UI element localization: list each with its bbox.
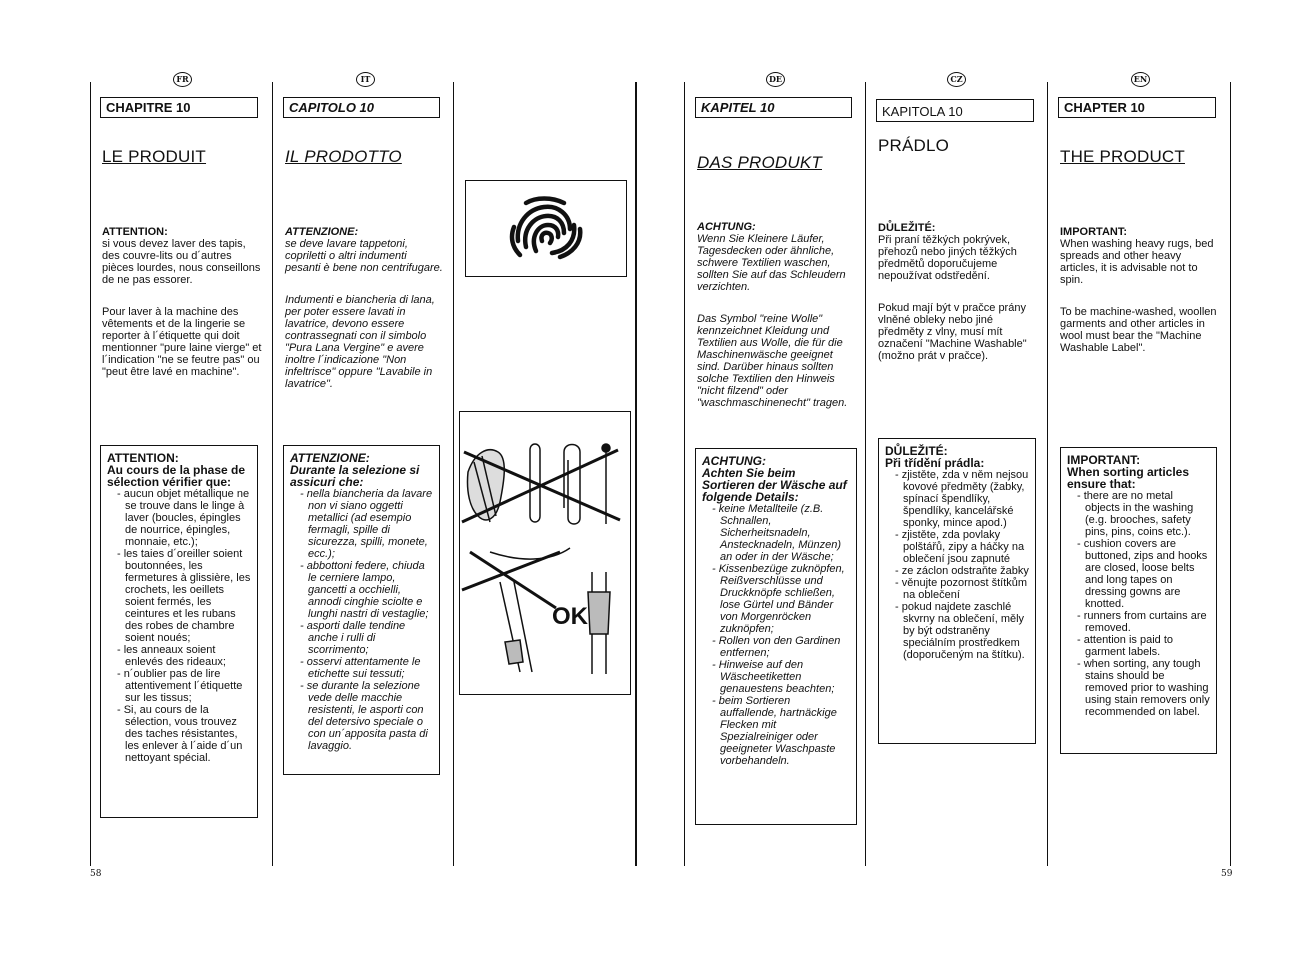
sorting-list <box>702 503 850 767</box>
chapter-heading-fr: CHAPITRE 10 <box>100 97 258 118</box>
wool-paragraph: Pour laver à la machine des vêtements et de la lingerie se reporter à l´étiquette qui doit mentionner "pure laine vierge" et l´indication "ne se feutre pas" ou "peut être lavé en machine". <box>102 306 262 378</box>
list-item: - les taies d´oreiller soient boutonnées, les fermetures à glissière, les crochets, les oeillets soient fermés, les ceintures et les rubans des robes de chambre soient noués; <box>117 548 251 644</box>
section-title-it: IL PRODOTTO <box>285 147 402 166</box>
column-rule <box>865 82 866 866</box>
column-rule <box>684 82 685 866</box>
attention-label: IMPORTANT: <box>1060 226 1128 238</box>
list-item: - pokud najdete zaschlé skvrny na oblečení, měly by být odstraněny speciálním prostředkem (doporučeným na štítku). <box>895 601 1025 661</box>
attention-text-de <box>697 221 858 409</box>
language-badge-it: IT <box>356 72 375 87</box>
page-gutter-rule <box>635 82 637 866</box>
list-item: - ze záclon odstraňte žabky <box>895 565 1029 577</box>
column-rule <box>1047 82 1048 866</box>
page-number-right: 59 <box>1221 869 1233 879</box>
column-rule <box>453 82 454 866</box>
language-badge-cz: CZ <box>947 72 966 87</box>
sorting-heading: DŮLEŽITÉ: Při třídění prádla: <box>885 444 985 470</box>
list-item: - osservi attentamente le etichette sui tessuti; <box>300 656 421 680</box>
sorting-box-fr <box>100 445 258 818</box>
language-badge-de: DE <box>766 72 785 87</box>
language-badge-en: EN <box>1131 72 1150 87</box>
sorting-illustration <box>459 411 631 695</box>
list-item: - les anneaux soient enlevés des rideaux; <box>117 644 226 668</box>
list-item: - n´oublier pas de lire attentivement l´étiquette sur les tissus; <box>117 668 243 704</box>
list-item: - attention is paid to garment labels. <box>1077 634 1174 658</box>
list-item: - zjistěte, zda v něm nejsou kovové předměty (žabky, spínací špendlíky, špendlíky, kancelářské sponky, mince apod.) <box>895 469 1029 529</box>
wool-paragraph: Indumenti e biancheria di lana, per poter essere lavati in lavatrice, devono essere contrassegnati con il simbolo "Pura Lana Vergine" e avere inoltre l´indicazione "Non infeltrisce" oppure "Lavabile in lavatrice". <box>285 294 435 390</box>
sorting-heading: ATTENTION: Au cours de la phase de sélection vérifier que: <box>107 451 246 489</box>
list-item: - se durante la selezione vede delle macchie resistenti, le asporti con del detersivo speciale o con un´apposita pasta di lavaggio. <box>300 680 428 752</box>
attention-body: Wenn Sie Kleinere Läufer, Tagesdecken oder ähnliche, schwere Textilien waschen, sollten Sie auf das Schleudern verzichten. <box>697 233 846 293</box>
wool-paragraph: Das Symbol "reine Wolle" kennzeichnet Kleidung und Textilien aus Wolle, die für die Maschinenwäsche geeignet sind. Darüber hinaus sollten solche Textilien den Hinweis "nicht filzend" oder "waschmaschinenecht" tragen. <box>697 313 848 409</box>
attention-label: ACHTUNG: <box>697 221 756 233</box>
wool-paragraph: Pokud mají být v pračce prány vlněné obleky nebo jiné předměty z vlny, musí mít označení "Machine Washable" (možno prát v pračce). <box>878 302 1027 362</box>
list-item: - aucun objet métallique ne se trouve dans le linge à laver (boucles, épingles de nourrice, épingles, monnaie, etc.); <box>117 488 250 548</box>
wool-symbol-image <box>465 180 627 277</box>
attention-text-cz <box>878 222 1040 362</box>
language-badge-fr: FR <box>173 72 192 87</box>
page-number-left: 58 <box>90 869 102 879</box>
column-rule <box>1230 82 1231 866</box>
sorting-list <box>885 469 1029 661</box>
sorting-heading: ACHTUNG: Achten Sie beim Sortieren der Wäsche auf folgende Details: <box>702 454 847 504</box>
sorting-box-de <box>695 448 857 825</box>
sorting-box-it <box>283 445 440 775</box>
sorting-box-cz <box>878 438 1036 744</box>
ok-label: OK <box>552 603 588 630</box>
sorting-list <box>290 488 433 752</box>
column-rule <box>90 82 91 866</box>
list-item: - abbottoni federe, chiuda le cerniere lampo, gancetti a occhielli, annodi cinghie sciolte e lunghi nastri di vestaglie; <box>300 560 429 620</box>
list-item: - there are no metal objects in the washing (e.g. brooches, safety pins, pins, coins etc.). <box>1077 490 1194 538</box>
section-title-cz: PRÁDLO <box>878 136 950 155</box>
section-title-fr: LE PRODUIT <box>102 147 207 166</box>
chapter-heading-de: KAPITEL 10 <box>695 97 852 118</box>
column-rule <box>272 82 273 866</box>
list-item: - keine Metallteile (z.B. Schnallen, Sicherheitsnadeln, Anstecknadeln, Münzen) an oder in der Wäsche; <box>712 503 842 563</box>
wool-paragraph: To be machine-washed, woollen garments and other articles in wool must bear the "Machine Washable Label". <box>1060 306 1217 354</box>
list-item: - asporti dalle tendine anche i rulli di scorrimento; <box>300 620 406 656</box>
list-item: - runners from curtains are removed. <box>1077 610 1207 634</box>
attention-text-it <box>285 226 443 390</box>
chapter-heading-cz: KAPITOLA 10 <box>876 99 1034 122</box>
section-title-de: DAS PRODUKT <box>697 153 822 172</box>
chapter-heading-en: CHAPTER 10 <box>1058 97 1216 118</box>
sorting-drawing <box>460 412 630 694</box>
sorting-list <box>107 488 251 764</box>
woolmark-icon <box>466 181 626 276</box>
attention-body: si vous devez laver des tapis, des couvre-lits ou d´autres pièces lourdes, nous conseillons de ne pas essorer. <box>102 238 261 286</box>
attention-body: se deve lavare tappetoni, copriletti o altri indumenti pesanti è bene non centrifugare. <box>285 238 443 274</box>
list-item: - Kissenbezüge zuknöpfen, Reißverschlüsse und Druckknöpfe schließen, lose Gürtel und Bänder von Morgenröcken zuknöpfen; <box>712 563 845 635</box>
sorting-heading: ATTENZIONE: Durante la selezione si assicuri che: <box>290 451 420 489</box>
attention-label: DŮLEŽITÉ: <box>878 222 936 234</box>
attention-label: ATTENTION: <box>102 226 168 238</box>
list-item: - when sorting, any tough stains should be removed prior to washing using stain removers only recommended on label. <box>1077 658 1210 718</box>
sorting-list <box>1067 490 1210 718</box>
sorting-heading: IMPORTANT: When sorting articles ensure that: <box>1067 453 1190 491</box>
list-item: - zjistěte, zda povlaky polštářů, zipy a háčky na oblečení jsou zapnuté <box>895 529 1025 565</box>
list-item: - věnujte pozornost štítkům na oblečení <box>895 577 1028 601</box>
list-item: - Hinweise auf den Wäscheetiketten genauestens beachten; <box>712 659 835 695</box>
list-item: - Si, au cours de la sélection, vous trouvez des taches résistantes, les enlever à l´aide d´un nettoyant spécial. <box>117 704 243 764</box>
attention-text-fr <box>102 226 262 378</box>
attention-text-en <box>1060 226 1222 354</box>
attention-label: ATTENZIONE: <box>285 226 359 238</box>
section-title-en: THE PRODUCT <box>1060 147 1185 166</box>
list-item: - nella biancheria da lavare non vi siano oggetti metallici (ad esempio fermagli, spille di sicurezza, spilli, monete, ecc.); <box>300 488 433 560</box>
list-item: - Rollen von den Gardinen entfernen; <box>712 635 841 659</box>
attention-body: When washing heavy rugs, bed spreads and other heavy articles, it is advisable not to spin. <box>1060 238 1214 286</box>
attention-body: Při praní těžkých pokrývek, přehozů nebo jiných těžkých předmětů doporučujeme nepoužívat odstředění. <box>878 234 1017 282</box>
sorting-box-en <box>1060 447 1217 754</box>
chapter-heading-it: CAPITOLO 10 <box>283 97 440 118</box>
list-item: - cushion covers are buttoned, zips and hooks are closed, loose belts and long tapes on dressing gowns are knotted. <box>1077 538 1208 610</box>
list-item: - beim Sortieren auffallende, hartnäckige Flecken mit Spezialreiniger oder geeigneter Waschpaste vorbehandeln. <box>712 695 837 767</box>
